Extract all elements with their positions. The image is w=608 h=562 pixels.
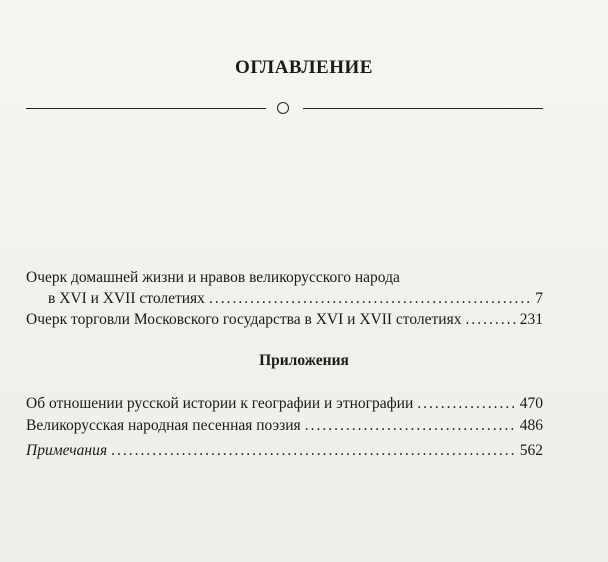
dot-leader [465, 310, 515, 330]
toc-appendix-3-page: 562 [519, 442, 543, 459]
dot-leader [305, 416, 516, 436]
toc-entry-1-line1[interactable]: Очерк домашней жизни и нравов великорусского народа [26, 269, 400, 286]
divider-line-right [303, 108, 543, 109]
appendix-heading: Приложения [259, 352, 349, 369]
dot-leader [111, 441, 516, 461]
toc-appendix-2-page: 486 [519, 417, 543, 434]
dot-leader [209, 289, 531, 309]
page-title: ОГЛАВЛЕНИЕ [235, 57, 373, 78]
circle-ornament-icon [277, 102, 289, 114]
toc-entry-2-page: 231 [519, 311, 543, 328]
toc-entry-2[interactable]: Очерк торговли Московского государства в XVI и XVII столетиях ..... 231 [26, 310, 543, 330]
toc-appendix-1[interactable]: Об отношении русской истории к географии и этнографии ..... 470 [26, 394, 543, 414]
toc-appendix-3[interactable]: Примечания ..... 562 [26, 441, 543, 461]
dot-leader [417, 394, 515, 414]
toc-appendix-1-page: 470 [519, 395, 543, 412]
title-ornament-divider [26, 101, 543, 115]
toc-appendix-2[interactable]: Великорусская народная песенная поэзия ..... 486 [26, 416, 543, 436]
toc-entry-1-line2[interactable]: в XVI и XVII столетиях ..... 7 [26, 289, 543, 309]
divider-line-left [26, 108, 266, 109]
toc-entry-1-page: 7 [535, 290, 543, 307]
